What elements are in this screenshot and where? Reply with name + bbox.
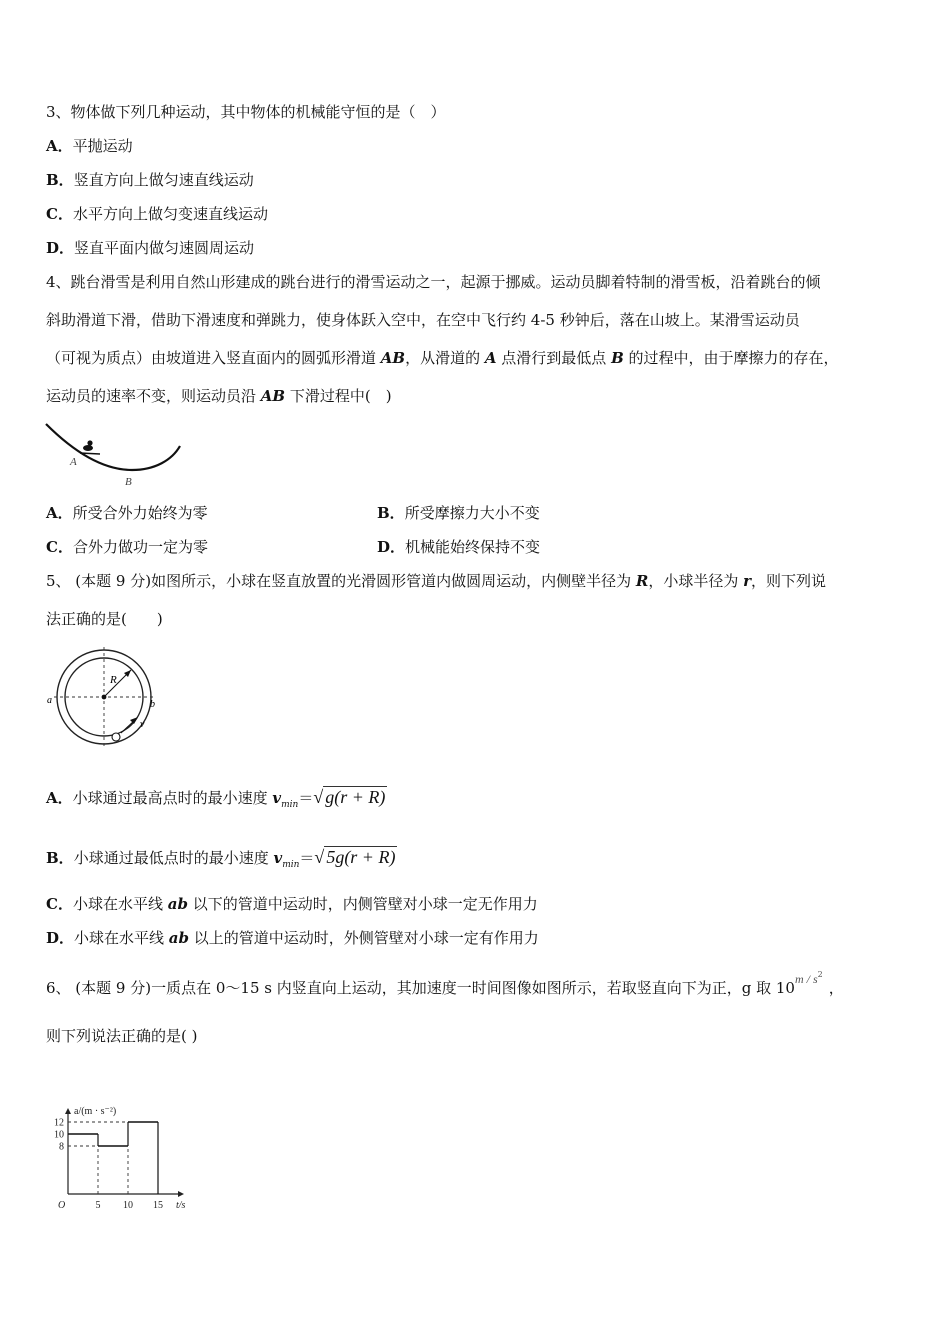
q4-stem-line4 — [46, 386, 392, 406]
var-v: v — [272, 789, 282, 807]
option-label: C． — [46, 895, 73, 913]
q4-stem-line1: 4、跳台滑雪是利用自然山形建成的跳台进行的滑雪运动之一，起源于挪威。运动员脚着特制的滑雪板，沿着跳台的倾 — [46, 273, 821, 291]
x-tick-label: 15 — [153, 1200, 163, 1211]
x-axis-arrow-icon — [178, 1191, 184, 1197]
q4-option-d — [377, 537, 540, 557]
origin-label: O — [58, 1200, 66, 1211]
q4-stem-line3 — [46, 348, 839, 368]
text: ，小球半径为 — [648, 572, 744, 590]
sqrt-icon: √ — [314, 847, 325, 867]
q3-option-c — [46, 204, 268, 224]
subscript-min: min — [281, 800, 299, 810]
q3-option-d — [46, 238, 254, 258]
skier-icon — [80, 440, 100, 454]
var-ab: ab — [168, 929, 190, 947]
text: 的过程中，由于摩擦力的存在， — [623, 349, 839, 367]
subscript-min: min — [282, 860, 300, 870]
equals-sign: ＝ — [299, 849, 315, 867]
q4-option-b — [377, 503, 540, 523]
q5-option-b — [46, 844, 397, 870]
equals-sign: ＝ — [298, 789, 314, 807]
unit: m / s — [794, 972, 818, 986]
option-text: 合外力做功一定为零 — [72, 538, 208, 556]
q4-stem-line2: 斜助滑道下滑，借助下滑速度和弹跳力，使身体跃入空中，在空中飞行约 4-5 秒钟后，落在山坡上。某滑雪运动员 — [46, 311, 800, 329]
q5-option-c — [46, 894, 538, 914]
option-label: D． — [377, 538, 406, 556]
q5-stem-line2: 法正确的是( ) — [46, 610, 163, 628]
y-axis-arrow-icon — [65, 1108, 71, 1114]
y-tick-label: 12 — [54, 1117, 64, 1129]
label-r: R — [110, 674, 117, 686]
ball — [112, 733, 120, 741]
option-text: 小球通过最低点时的最小速度 — [73, 849, 274, 867]
q6-stem-line2: 则下列说法正确的是( ) — [46, 1027, 198, 1045]
option-text: 小球通过最高点时的最小速度 — [72, 789, 273, 807]
var-r-big: R — [635, 572, 649, 590]
q3-option-b — [46, 170, 254, 190]
option-text: 水平方向上做匀变速直线运动 — [72, 205, 268, 223]
x-axis-label: t/s — [176, 1200, 186, 1211]
radicand: g(r + R) — [325, 787, 386, 807]
q3-option-a — [46, 136, 133, 156]
var-ab: AB — [260, 387, 286, 405]
option-text: 竖直平面内做匀速圆周运动 — [74, 239, 255, 257]
label-v: v — [140, 719, 145, 730]
text: 以下的管道中运动时，内侧管壁对小球一定无作用力 — [187, 895, 538, 913]
text: 5、 (本题 9 分)如图所示，小球在竖直放置的光滑圆形管道内做圆周运动，内侧壁半径为 — [46, 572, 636, 590]
text: 点滑行到最低点 — [496, 349, 612, 367]
sqrt-icon: √ — [313, 787, 324, 807]
q4-option-c — [46, 537, 208, 557]
option-label: A． — [46, 504, 73, 522]
option-label: C． — [46, 538, 73, 556]
q5-option-d — [46, 928, 539, 948]
option-label: B． — [377, 504, 405, 522]
q5-option-a — [46, 784, 387, 810]
option-label: C． — [46, 205, 73, 223]
var-b: B — [611, 349, 624, 367]
option-text: 所受摩擦力大小不变 — [404, 504, 540, 522]
radicand: 5g(r + R) — [326, 847, 396, 867]
text: 运动员的速率不变，则运动员沿 — [46, 387, 261, 405]
text: （可视为质点）由坡道进入竖直面内的圆弧形滑道 — [46, 349, 381, 367]
text: 以上的管道中运动时，外侧管壁对小球一定有作用力 — [189, 929, 539, 947]
var-v: v — [273, 849, 283, 867]
option-text: 平抛运动 — [72, 137, 133, 155]
option-text: 竖直方向上做匀速直线运动 — [73, 171, 254, 189]
q5-stem-line1 — [46, 571, 826, 591]
y-tick-label: 10 — [54, 1129, 64, 1141]
var-a: A — [484, 349, 497, 367]
label-a: A — [70, 456, 77, 468]
text: 小球在水平线 — [72, 895, 168, 913]
circular-tube-figure — [44, 645, 164, 755]
text: 下滑过程中( ) — [285, 387, 392, 405]
y-axis-label: a/(m · s⁻²) — [74, 1106, 117, 1117]
text: 小球在水平线 — [74, 929, 169, 947]
text: ，则下列说 — [751, 572, 827, 590]
var-ab: AB — [380, 349, 406, 367]
var-r-small: r — [743, 572, 752, 590]
x-tick-label: 10 — [123, 1200, 133, 1211]
option-text: 所受合外力始终为零 — [72, 504, 208, 522]
option-label: A． — [46, 789, 73, 807]
acceleration-time-chart — [44, 1060, 220, 1212]
var-ab: ab — [167, 895, 188, 913]
arc-track — [46, 424, 180, 470]
unit-exponent: 2 — [817, 970, 823, 979]
option-label: A． — [46, 137, 73, 155]
q4-option-a — [46, 503, 208, 523]
label-a: a — [47, 695, 52, 706]
option-label: D． — [46, 929, 75, 947]
text: ， — [828, 979, 844, 997]
q3-stem: 3、物体做下列几种运动，其中物体的机械能守恒的是（ ） — [46, 103, 446, 121]
y-tick-label: 8 — [59, 1141, 64, 1153]
option-label: B． — [46, 171, 74, 189]
text: ，从滑道的 — [405, 349, 485, 367]
x-tick-label: 5 — [95, 1200, 101, 1211]
label-b: B — [125, 476, 132, 488]
label-b: b — [150, 699, 155, 710]
text: 6、 (本题 9 分)一质点在 0～15 s 内竖直向上运动，其加速度一时间图像如图所示，若取竖直向下为正，g 取 10 — [46, 979, 795, 997]
ski-slope-figure — [40, 418, 190, 490]
option-label: D． — [46, 239, 75, 257]
option-text: 机械能始终保持不变 — [405, 538, 541, 556]
q6-stem-line1 — [46, 970, 844, 999]
option-label: B． — [46, 849, 74, 867]
